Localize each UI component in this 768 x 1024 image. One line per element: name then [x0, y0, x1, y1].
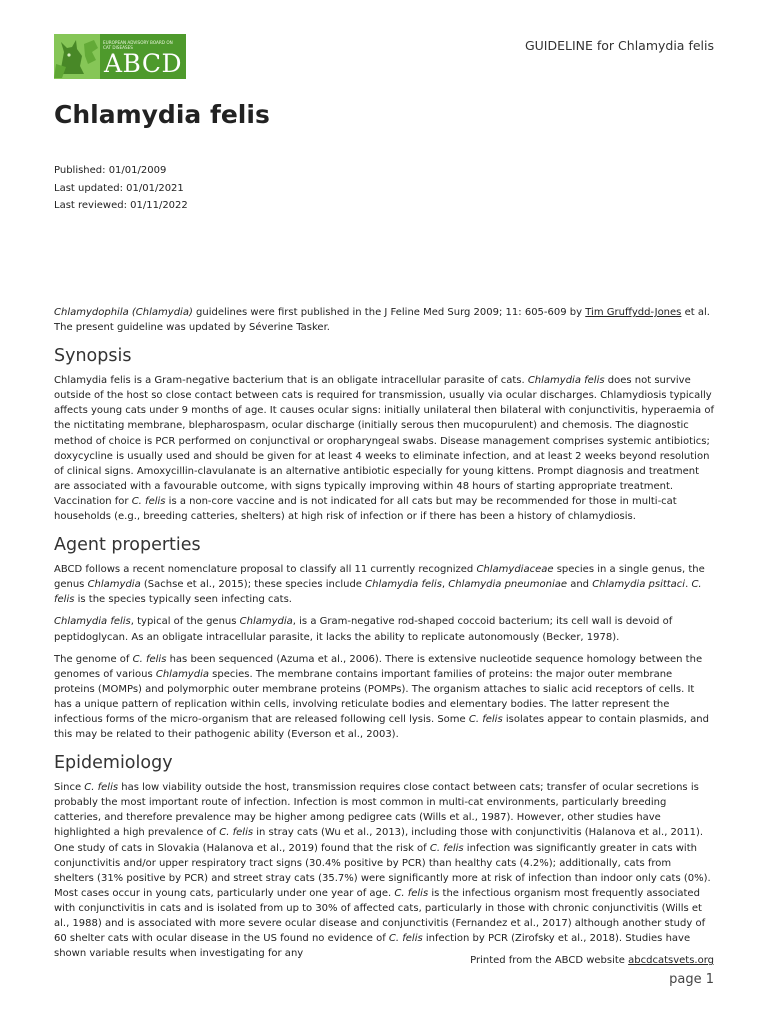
agent-p3-text-4: isolates appear to contain plasmids, and this may be related to their pathogenic ability (Everson et al., 2003).	[54, 713, 709, 741]
epi-text-2: has low viability outside the host, transmission requires close contact between cats; transfer of ocular secretions is probably the most important route of infection. Infection is most common in multi-cat environments, particularly breeding catteries, and therefore prevalence may be higher among pedigree cats (Wills et al., 1987). However, other studies have highlighted a high prevalence of	[54, 782, 699, 839]
agent-p3-text-1: The genome of	[54, 653, 133, 665]
agent-paragraph-2	[54, 614, 714, 644]
synopsis-text-3: is a non-core vaccine and is not indicated for all cats but may be recommended for those in multi-cat households (e.g., breeding catteries, shelters) at high risk of infection or if there has been a history of chlamydiosis.	[54, 495, 677, 523]
agent-properties-heading: Agent properties	[54, 535, 201, 556]
agent-p1-italic-5: Chlamydia psittaci	[592, 579, 686, 591]
agent-p3-italic-2: Chlamydia	[155, 668, 209, 680]
agent-p1-text-7: is the species typically seen infecting cats.	[74, 594, 292, 606]
intro-text-end: et al. The present guideline was updated by Séverine Tasker.	[54, 307, 710, 334]
intro-paragraph	[54, 305, 714, 335]
epi-italic-5: C. felis	[388, 933, 423, 945]
synopsis-text-1: Chlamydia felis is a Gram-negative bacterium that is an obligate intracellular parasite of cats.	[54, 375, 528, 387]
agent-p1-text-3: (Sachse et al., 2015); these species include	[140, 579, 366, 591]
intro-genus: Chlamydophila (Chlamydia)	[54, 307, 193, 318]
agent-p1-text-5: and	[567, 579, 593, 591]
epi-italic-1: C. felis	[84, 782, 119, 794]
reviewed-date: Last reviewed: 01/11/2022	[54, 200, 188, 211]
publication-dates	[54, 162, 188, 215]
page-number: page 1	[669, 972, 714, 987]
agent-p3-text-3: species. The membrane contains important families of proteins: the major outer membrane proteins (MOMPs) and polymorphic outer membrane proteins (POMPs). The organism attaches to sialic acid receptors of cells. It has a unique pattern of replication within cells, involving reticulate bodies and elementary bodies. The latter represent the infectious forms of the micro-organism that are released following cell lysis. Some	[54, 668, 695, 725]
epi-text-4: infection was significantly greater in cats with conjunctivitis and/or upper respiratory tract signs (30.4% positive by PCR) than healthy cats (4.2%); additionally, cats from shelters (31% positive by PCR) and street stray cats (35.7%) were significantly more at risk of infection than indoor only cats (0%). Most cases occur in young cats, particularly under one year of age.	[54, 842, 711, 899]
printed-from-text: Printed from the ABCD website	[470, 955, 629, 966]
intro-text: guidelines were first published in the J Feline Med Surg 2009; 11: 605-609 by	[192, 307, 586, 318]
synopsis-paragraph	[54, 373, 714, 524]
agent-p2-italic-1: Chlamydia felis	[54, 616, 131, 628]
agent-p3-text-2: has been sequenced (Azuma et al., 2006). There is extensive nucleotide sequence homology between the genomes of various	[54, 653, 703, 680]
synopsis-heading: Synopsis	[54, 346, 132, 367]
epi-italic-4: C. felis	[394, 887, 429, 899]
abcd-logo[interactable]	[54, 34, 186, 79]
agent-p1-italic-6: C. felis	[54, 579, 702, 606]
synopsis-text-2: does not survive outside of the host so close contact between cats is required for transmission, usually via ocular discharges. Chlamydiosis typically affects young cats under 9 months of age. It causes ocular signs: initially unilateral then bilateral with conjunctivitis, hyperaemia of the nictitating membrane, blepharospasm, ocular discharge (initially serous then mucopurulent) and chemosis. The diagnostic method of choice is PCR performed on conjunctival or oropharyngeal swabs. Disease management comprises systemic antibiotics; doxycycline is usually used and should be given for at least 4 weeks to eliminate infection, and at least 2 weeks beyond resolution of clinical signs. Amoxycillin-clavulanate is an alternative antibiotic especially for young kittens. Prompt diagnosis and treatment are associated with a favourable outcome, with signs typically improving within 48 hours of starting appropriate treatment. Vaccination for	[54, 375, 714, 507]
print-footer	[470, 955, 714, 966]
page-title: Chlamydia felis	[54, 100, 270, 129]
cat-silhouette-icon	[54, 34, 100, 79]
published-date: Published: 01/01/2009	[54, 165, 167, 176]
epi-italic-3: C. felis	[429, 842, 464, 854]
agent-p2-italic-2: Chlamydia	[239, 616, 293, 628]
agent-p1-italic-4: Chlamydia pneumoniae	[448, 579, 568, 591]
agent-p3-italic-3: C. felis	[468, 713, 503, 725]
epi-italic-2: C. felis	[219, 827, 254, 839]
epidemiology-heading: Epidemiology	[54, 753, 173, 774]
synopsis-italic-1: Chlamydia felis	[527, 375, 605, 387]
agent-p1-text-2: species in a single genus, the genus	[54, 564, 705, 591]
synopsis-italic-2: C. felis	[131, 495, 166, 507]
agent-paragraph-1	[54, 562, 714, 607]
logo-text: ABCD	[104, 49, 183, 78]
epi-text-6: infection by PCR (Zirofsky et al., 2018). Studies have shown variable results when investigating for any	[54, 933, 691, 960]
agent-p3-italic-1: C. felis	[132, 653, 167, 665]
website-link[interactable]: abcdcatsvets.org	[628, 955, 714, 966]
agent-p1-italic-1: Chlamydiaceae	[476, 564, 554, 576]
author-link[interactable]: Tim Gruffydd-Jones	[585, 307, 682, 318]
logo-subtitle: EUROPEAN ADVISORY BOARD ON CAT DISEASES	[103, 40, 173, 51]
agent-p1-text-4: ,	[441, 579, 449, 591]
agent-paragraph-3	[54, 652, 714, 743]
agent-p1-text-1: ABCD follows a recent nomenclature proposal to classify all 11 currently recognized	[54, 564, 477, 576]
epi-text-5: is the infectious organism most frequently associated with conjunctivitis in cats and is isolated from up to 30% of affected cats, particularly in those with chronic conjunctivitis (Wills et al., 1988) and is associated with more severe ocular disease and conjunctivitis (Fernandez et al., 2017) although another study of 60 shelter cats with ocular disease in the US found no evidence of	[54, 887, 706, 945]
guideline-header-title: GUIDELINE for Chlamydia felis	[524, 38, 714, 53]
agent-p1-italic-3: Chlamydia felis	[365, 579, 442, 591]
updated-date: Last updated: 01/01/2021	[54, 182, 184, 194]
agent-p1-italic-2: Chlamydia	[87, 579, 141, 591]
epi-text-3: in stray cats (Wu et al., 2013), including those with conjunctivitis (Halanova et al., 2011). One study of cats in Slovakia (Halanova et al., 2019) found that the risk of	[54, 827, 704, 854]
agent-p2-text-1: , typical of the genus	[130, 616, 240, 628]
epidemiology-paragraph	[54, 780, 714, 961]
agent-p2-text-2: , is a Gram-negative rod-shaped coccoid bacterium; its cell wall is devoid of peptidoglycan. As an obligate intracellular parasite, it lacks the ability to replicate autonomously (Becker, 1978).	[54, 616, 673, 643]
article-body	[54, 305, 714, 968]
agent-p1-text-6: .	[685, 579, 692, 591]
epi-text-1: Since	[54, 782, 85, 794]
